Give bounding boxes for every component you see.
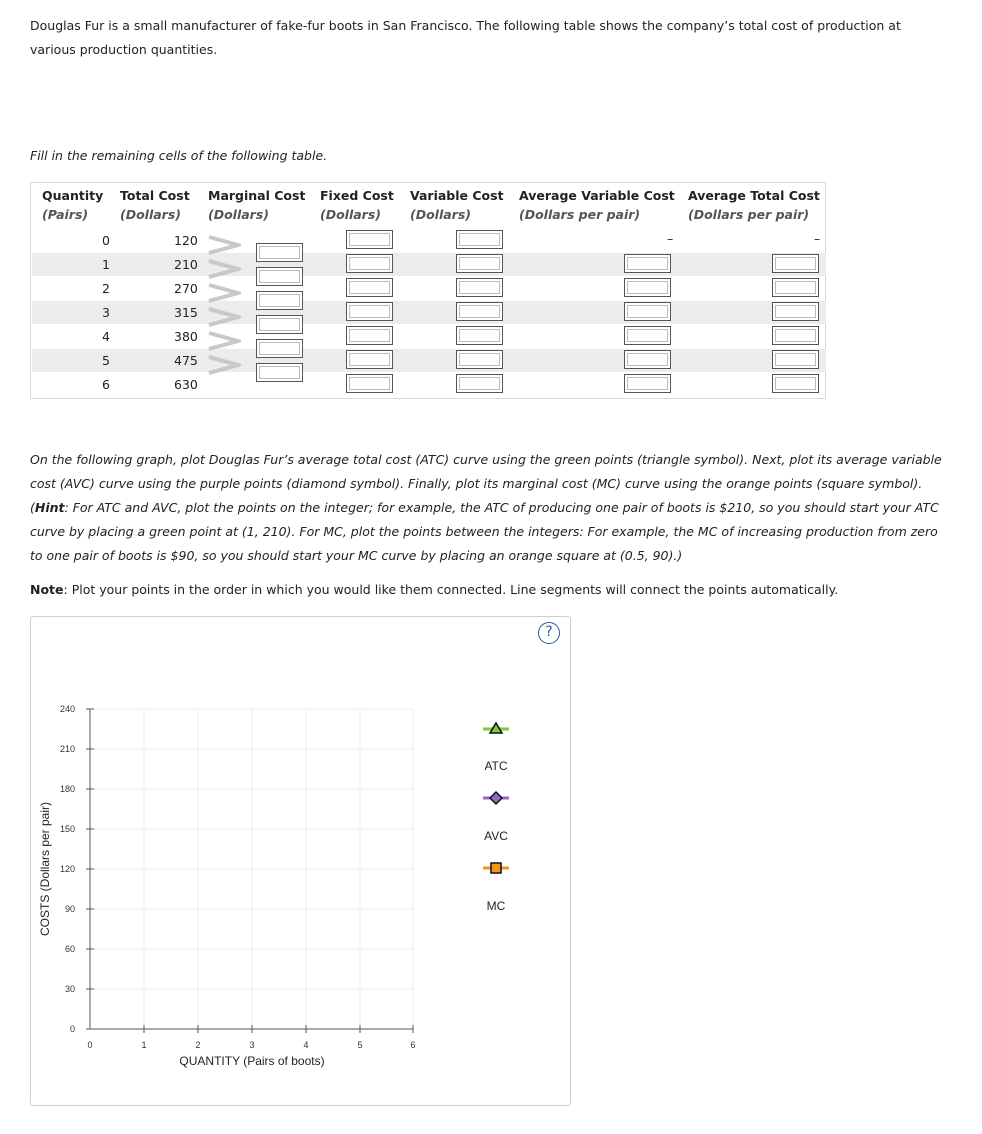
header-fixed-cost: Fixed Cost (Dollars) (320, 188, 394, 222)
graph-instructions: On the following graph, plot Douglas Fur’s average total cost (ATC) curve using the green points (triangle symbol). Next, plot its average variable cost (AVC) curve using the purple points (diamond symbol). Finally, plot its marginal cost (MC) curve using the orange points (square symbol). (Hint: For ATC and AVC, plot the points on the integer; for example, the ATC of producing one pair of boots is $210, so you should start your ATC curve by placing a green point at (1, 210). For MC, plot the points between the integers: For example, the MC of increasing production from zero to one pair of boots is $90, so you should start your MC curve by placing an orange square at (0.5, 90).) (30, 452, 942, 563)
y-tick-label: 120 (59, 864, 75, 874)
x-tick-label: 6 (410, 1040, 416, 1050)
header-marginal-cost: Marginal Cost (Dollars) (208, 188, 306, 222)
atc-tool[interactable] (483, 723, 509, 733)
intro-text: Douglas Fur is a small manufacturer of fake-fur boots in San Francisco. The following table shows the company’s total cost of production at various production quantities. (30, 18, 901, 57)
total-cost-cell: 380 (174, 329, 198, 344)
note-text: Note: Plot your points in the order in which you would like them connected. Line segments will connect the points automatically. (30, 582, 839, 597)
quantity-cell: 0 (102, 233, 110, 248)
y-tick-label: 30 (64, 984, 75, 994)
y-tick-label: 90 (64, 904, 75, 914)
y-tick-label: 240 (59, 704, 75, 714)
quantity-cell: 3 (102, 305, 110, 320)
y-tick-label: 150 (59, 824, 75, 834)
total-cost-cell: 475 (174, 353, 198, 368)
atc-legend-label: ATC (484, 759, 508, 773)
avc-tool[interactable] (483, 792, 509, 804)
y-tick-label: 0 (69, 1024, 75, 1034)
x-tick-label: 0 (87, 1040, 93, 1050)
atc-dash: – (814, 231, 821, 246)
total-cost-cell: 630 (174, 377, 198, 392)
quantity-cell: 6 (102, 377, 110, 392)
y-tick-label: 210 (59, 744, 75, 754)
x-tick-label: 4 (303, 1040, 309, 1050)
total-cost-cell: 315 (174, 305, 198, 320)
x-axis-label: QUANTITY (Pairs of boots) (179, 1054, 325, 1068)
total-cost-cell: 210 (174, 257, 198, 272)
quantity-cell: 1 (102, 257, 110, 272)
total-cost-cell: 120 (174, 233, 198, 248)
header-quantity: Quantity (Pairs) (42, 188, 104, 222)
total-cost-cell: 270 (174, 281, 198, 296)
x-tick-label: 5 (357, 1040, 363, 1050)
x-tick-label: 2 (195, 1040, 201, 1050)
mc-legend-label: MC (486, 899, 506, 913)
header-total-cost: Total Cost (Dollars) (120, 188, 190, 222)
help-icon[interactable]: ? (538, 622, 560, 644)
x-tick-label: 3 (249, 1040, 255, 1050)
table-instruction: Fill in the remaining cells of the following table. (30, 148, 328, 163)
y-tick-label: 60 (64, 944, 75, 954)
x-tick-label: 1 (141, 1040, 147, 1050)
header-average-variable-cost: Average Variable Cost (Dollars per pair) (519, 188, 675, 222)
quantity-cell: 4 (102, 329, 110, 344)
header-average-total-cost: Average Total Cost (Dollars per pair) (688, 188, 820, 222)
mc-tool[interactable] (483, 863, 509, 873)
y-tick-label: 180 (59, 784, 75, 794)
avc-legend-label: AVC (484, 829, 508, 843)
avc-dash: – (667, 231, 674, 246)
header-variable-cost: Variable Cost (Dollars) (410, 188, 504, 222)
y-axis-label: COSTS (Dollars per pair) (38, 801, 52, 937)
diamond-icon (490, 792, 502, 804)
square-icon (491, 863, 501, 873)
quantity-cell: 5 (102, 353, 110, 368)
quantity-cell: 2 (102, 281, 110, 296)
